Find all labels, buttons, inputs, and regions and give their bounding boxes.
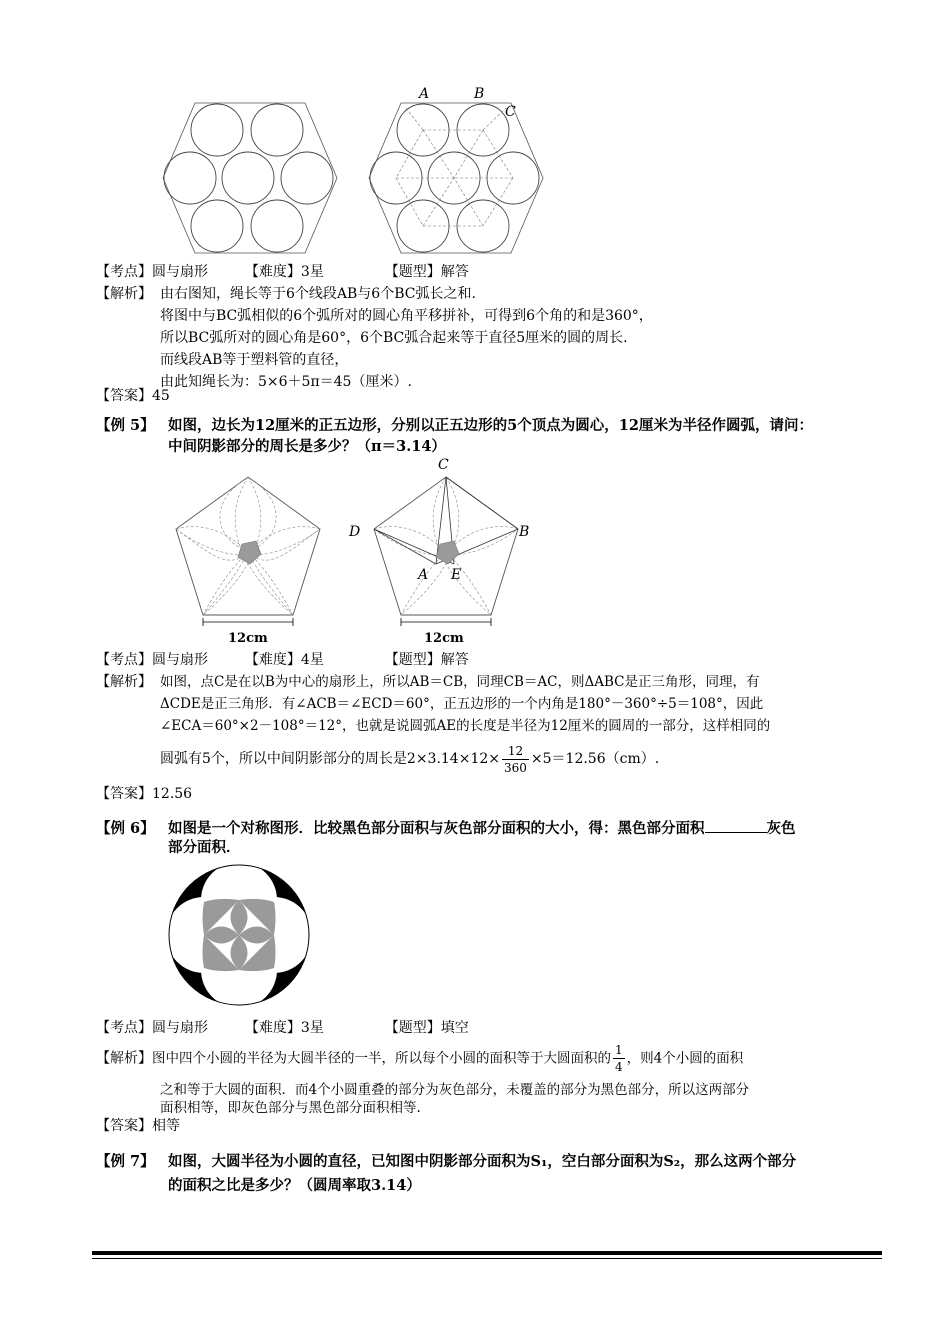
ex6-question-2: 部分面积． bbox=[168, 839, 241, 856]
ex6-question-post: 灰色 bbox=[766, 820, 796, 837]
answer-blank[interactable] bbox=[705, 818, 767, 833]
kaodian-value: 圆与扇形 bbox=[152, 1020, 208, 1036]
tixing-value: 填空 bbox=[440, 1020, 469, 1036]
ex6-question-pre: 如图是一个对称图形．比较黑色部分面积与灰色部分面积的大小，得：黑色部分面积 bbox=[168, 820, 705, 837]
ex5-jiexi-last-post: ×5＝12.56（cm）. bbox=[530, 751, 660, 767]
ex5-answer bbox=[96, 784, 192, 804]
tixing-value: 解答 bbox=[440, 264, 469, 280]
fraction-denominator: 360 bbox=[504, 760, 527, 775]
ex6-meta-line bbox=[96, 1018, 469, 1038]
daan-tag: 【答案】 bbox=[96, 1118, 152, 1134]
ex5-label-b: B bbox=[519, 524, 530, 540]
ex4-meta-line bbox=[96, 262, 469, 282]
ex6-answer bbox=[96, 1116, 180, 1136]
daan-value: 12.56 bbox=[152, 786, 193, 802]
ex5-label-d: D bbox=[349, 524, 361, 540]
figure1-label-b: B bbox=[474, 86, 485, 102]
hexagon-circles-figure-right bbox=[366, 100, 546, 260]
ex5-label-c: C bbox=[438, 457, 449, 473]
ex5-meta-line bbox=[96, 650, 469, 670]
ex7-question-2: 的面积之比是多少？（圆周率取3.14） bbox=[168, 1177, 421, 1194]
kaodian-tag: 【考点】 bbox=[96, 264, 152, 280]
kaodian-value: 圆与扇形 bbox=[152, 652, 208, 668]
hexagon-circles-figure-left bbox=[160, 100, 340, 260]
ex5-jiexi-line-2: ΔCDE是正三角形．有∠ACB＝∠ECD＝60°，正五边形的一个内角是180°－360°÷5＝108°，因此 bbox=[160, 696, 764, 712]
daan-tag: 【答案】 bbox=[96, 786, 152, 802]
ex6-label: 【例 6】 bbox=[96, 820, 155, 837]
pentagon-figure-right bbox=[366, 472, 526, 632]
ex4-jiexi-line-1: 由右图知，绳长等于6个线段AB与6个BC弧长之和. bbox=[160, 286, 476, 302]
tixing-tag: 【题型】 bbox=[384, 652, 441, 668]
nandu-value: 4星 bbox=[300, 652, 324, 668]
kaodian-value: 圆与扇形 bbox=[152, 264, 208, 280]
ex6-title-line-1 bbox=[96, 818, 796, 839]
tixing-tag: 【题型】 bbox=[384, 1020, 441, 1036]
ex4-jiexi-line-2: 将图中与BC弧相似的6个弧所对的圆心角平移拼补，可得到6个角的和是360°， bbox=[160, 308, 653, 324]
ex4-jiexi-line-5: 由此知绳长为：5×6＋5π＝45（厘米）. bbox=[160, 374, 412, 390]
ex5-jiexi-line-4 bbox=[160, 742, 659, 776]
symmetric-circle-figure bbox=[164, 862, 314, 1008]
ex4-jiexi-line-4: 而线段AB等于塑料管的直径， bbox=[160, 352, 349, 368]
ex7-title-line-1 bbox=[96, 1152, 796, 1172]
ex6-jiexi-line-3: 面积相等，即灰色部分与黑色部分面积相等. bbox=[160, 1100, 421, 1116]
ex5-jiexi-line-1: 如图，点C是在以B为中心的扇形上，所以AB＝CB，同理CB＝AC，则ΔABC是正三角形，同理，有 bbox=[160, 674, 760, 690]
ex5-label: 【例 5】 bbox=[96, 417, 155, 434]
ex6-fraction bbox=[613, 1042, 625, 1075]
pentagon-figure-left bbox=[168, 472, 328, 632]
ex5-question-2: 中间阴影部分的周长是多少？（π＝3.14） bbox=[168, 438, 446, 455]
fraction-numerator: 1 bbox=[615, 1043, 623, 1057]
ex4-jiexi-line-3: 所以BC弧所对的圆心角是60°，6个BC弧合起来等于直径5厘米的圆的周长. bbox=[160, 330, 628, 346]
nandu-tag: 【难度】 bbox=[244, 264, 301, 280]
kaodian-tag: 【考点】 bbox=[96, 652, 152, 668]
nandu-value: 3星 bbox=[300, 264, 324, 280]
ex5-dim-right: 12cm bbox=[424, 631, 464, 646]
tixing-tag: 【题型】 bbox=[384, 264, 441, 280]
ex6-jiexi-line-1 bbox=[96, 1042, 743, 1075]
ex4-jiexi-tag: 【解析】 bbox=[96, 286, 152, 302]
ex5-title-line-1 bbox=[96, 416, 813, 436]
ex5-label-a: A bbox=[418, 567, 429, 583]
jiexi-tag: 【解析】 bbox=[96, 1050, 152, 1067]
ex5-jiexi-tag: 【解析】 bbox=[96, 674, 152, 690]
ex4-answer bbox=[96, 386, 170, 406]
fraction-denominator: 4 bbox=[615, 1060, 623, 1074]
ex6-jiexi-line-2: 之和等于大圆的面积．而4个小圆重叠的部分为灰色部分，未覆盖的部分为黑色部分，所以这两部分 bbox=[160, 1082, 750, 1098]
daan-tag: 【答案】 bbox=[96, 388, 152, 404]
fraction-numerator: 12 bbox=[502, 743, 529, 760]
ex5-jiexi-last-pre: 圆弧有5个，所以中间阴影部分的周长是2×3.14×12× bbox=[160, 751, 500, 767]
nandu-value: 3星 bbox=[300, 1020, 324, 1036]
ex5-dim-left: 12cm bbox=[228, 631, 268, 646]
ex6-jiexi-post: ，则4个小圆的面积 bbox=[626, 1050, 744, 1067]
nandu-tag: 【难度】 bbox=[244, 652, 301, 668]
footer-rule-thin bbox=[92, 1258, 882, 1259]
daan-value: 45 bbox=[152, 388, 170, 404]
ex5-label-e: E bbox=[451, 567, 462, 583]
figure1-label-c: C bbox=[505, 104, 516, 120]
figure1-label-a: A bbox=[419, 86, 430, 102]
ex7-question-1: 如图，大圆半径为小圆的直径，已知图中阴影部分面积为S₁，空白部分面积为S₂，那么这两个部分 bbox=[168, 1153, 797, 1170]
ex5-question-1: 如图，边长为12厘米的正五边形，分别以正五边形的5个顶点为圆心，12厘米为半径作圆弧，请问： bbox=[168, 417, 813, 434]
ex6-jiexi-pre: 图中四个小圆的半径为大圆半径的一半，所以每个小圆的面积等于大圆面积的 bbox=[152, 1050, 611, 1067]
kaodian-tag: 【考点】 bbox=[96, 1020, 152, 1036]
ex5-fraction bbox=[502, 743, 529, 776]
ex7-label: 【例 7】 bbox=[96, 1153, 155, 1170]
nandu-tag: 【难度】 bbox=[244, 1020, 301, 1036]
ex5-jiexi-line-3: ∠ECA＝60°×2－108°＝12°，也就是说圆弧AE的长度是半径为12厘米的圆周的一部分，这样相同的 bbox=[160, 718, 771, 734]
tixing-value: 解答 bbox=[440, 652, 469, 668]
daan-value: 相等 bbox=[152, 1118, 180, 1134]
footer-rule-thick bbox=[92, 1251, 882, 1255]
